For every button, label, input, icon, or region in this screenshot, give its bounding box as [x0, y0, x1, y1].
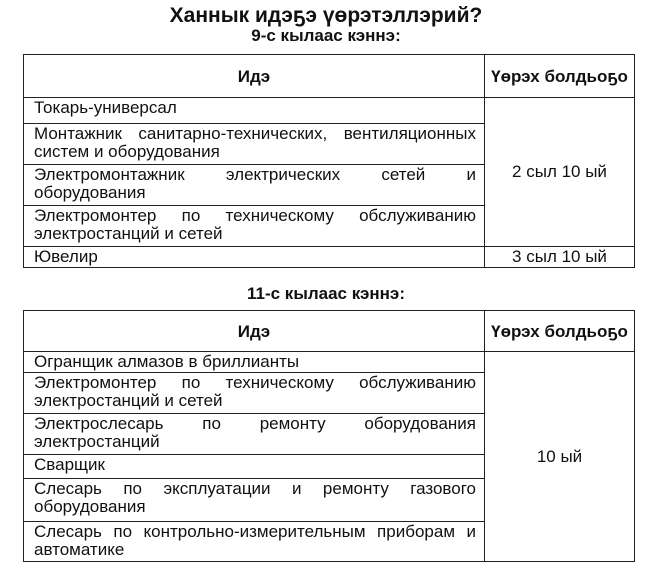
page-title: Ханнык идэҕэ үөрэтэллэрий?	[169, 4, 483, 27]
duration-cell: 10 ый	[485, 352, 635, 562]
profession-cell: Электромонтер по техническому обслуживанию электростанций и сетей	[24, 373, 485, 414]
section-2-table	[23, 310, 635, 562]
profession-cell: Слесарь по контрольно-измерительным приборам и автоматике	[24, 522, 485, 562]
section-1-table	[23, 54, 635, 268]
profession-cell: Электромонтажник электрических сетей и оборудования	[24, 165, 485, 206]
table-header-row	[24, 55, 635, 98]
table-header-row	[24, 311, 635, 352]
profession-cell: Слесарь по эксплуатации и ремонту газового оборудования	[24, 479, 485, 522]
duration-cell: 3 сыл 10 ый	[485, 247, 635, 268]
header-duration: Үөрэх болдьоҕо	[485, 311, 635, 352]
table-row	[24, 247, 635, 268]
header-duration: Үөрэх болдьоҕо	[485, 55, 635, 98]
profession-cell: Токарь-универсал	[24, 98, 485, 124]
header-profession: Идэ	[24, 55, 485, 98]
header-profession: Идэ	[24, 311, 485, 352]
profession-cell: Огранщик алмазов в бриллианты	[24, 352, 485, 373]
duration-cell: 2 сыл 10 ый	[485, 98, 635, 247]
profession-cell: Монтажник санитарно-технических, вентиляционных систем и оборудования	[24, 124, 485, 165]
table-row	[24, 352, 635, 373]
section-2-subtitle: 11-с кылаас кэннэ:	[247, 284, 405, 303]
section-1-subtitle: 9-с кылаас кэннэ:	[251, 26, 401, 45]
table-row	[24, 98, 635, 124]
profession-cell: Электрослесарь по ремонту оборудования электростанций	[24, 414, 485, 455]
profession-cell: Сварщик	[24, 455, 485, 479]
profession-cell: Электромонтер по техническому обслуживанию электростанций и сетей	[24, 206, 485, 247]
profession-cell: Ювелир	[24, 247, 485, 268]
